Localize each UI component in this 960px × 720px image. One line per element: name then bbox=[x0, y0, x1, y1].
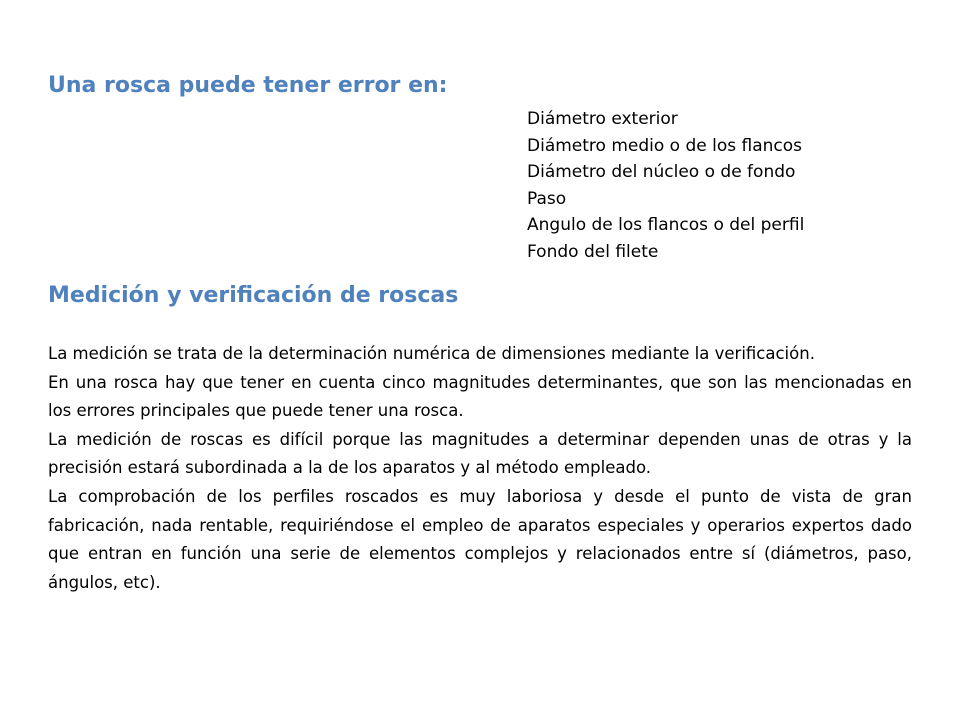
error-list-item: Paso bbox=[527, 188, 567, 209]
body-paragraph: La medición de roscas es difícil porque las magnitudes a determinar dependen unas de otras y la precisión estará subordinada a la de los aparatos y al método empleado. bbox=[48, 429, 912, 478]
body-paragraph: La comprobación de los perfiles roscados es muy laboriosa y desde el punto de vista de gran fabricación, nada rentable, requiriéndose el empleo de aparatos especiales y operarios expertos dado que entran en función una serie de elementos complejos y relacionados entre sí (diámetros, paso, ángulos, etc). bbox=[48, 486, 912, 592]
error-list-item: Diámetro exterior bbox=[527, 109, 678, 129]
section-heading-measurement: Medición y verificación de roscas bbox=[48, 283, 459, 308]
error-list-item: Diámetro del núcleo o de fondo bbox=[527, 162, 796, 182]
section-heading-errors: Una rosca puede tener error en: bbox=[48, 73, 448, 98]
error-list-item: Angulo de los flancos o del perfil bbox=[527, 215, 805, 235]
body-paragraph: En una rosca hay que tener en cuenta cinco magnitudes determinantes, que son las mencionadas en los errores principales que puede tener una rosca. bbox=[48, 372, 912, 421]
body-text bbox=[48, 340, 912, 597]
error-list-item: Fondo del filete bbox=[527, 241, 659, 262]
error-list-item: Diámetro medio o de los flancos bbox=[527, 135, 803, 156]
body-paragraph: La medición se trata de la determinación numérica de dimensiones mediante la verificación. bbox=[48, 344, 815, 363]
error-list bbox=[527, 106, 804, 265]
